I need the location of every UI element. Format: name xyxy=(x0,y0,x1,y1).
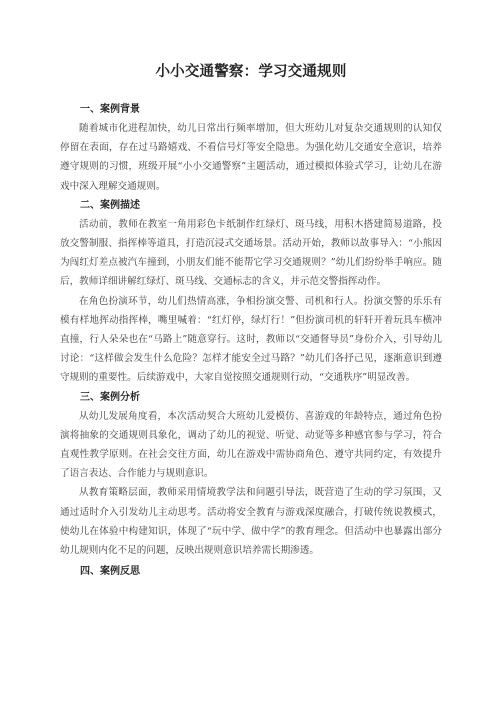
section-analysis xyxy=(60,388,442,561)
paragraph: 从幼儿发展角度看，本次活动契合大班幼儿爱模仿、喜游戏的年龄特点，通过角色扮演将抽象的交通规则具象化，调动了幼儿的视觉、听觉、动觉等多种感官参与学习，符合直观性教学原则。在社会交往方面，幼儿在游戏中需协商角色、遵守共同约定，有效提升了语言表达、合作能力与规则意识。 xyxy=(60,410,442,480)
section-heading: 四、案例反思 xyxy=(80,566,140,578)
paragraph: 活动前，教师在教室一角用彩色卡纸制作红绿灯、斑马线，用积木搭建简易道路，投放交警制服、指挥棒等道具，打造沉浸式交通场景。活动开始，教师以故事导入：“小熊因为闯红灯差点被汽车撞到，小朋友们能不能帮它学习交通规则？”幼儿们纷纷举手响应。随后，教师详细讲解红绿灯、斑马线、交通标志的含义，并示范交警指挥动作。 xyxy=(60,218,442,288)
section-reflection xyxy=(60,560,442,581)
section-background xyxy=(60,100,442,196)
paragraph: 随着城市化进程加快，幼儿日常出行频率增加，但大班幼儿对复杂交通规则的认知仅停留在表面，存在过马路嬉戏、不看信号灯等安全隐患。为强化幼儿交通安全意识，培养遵守规则的习惯，班级开展“小小交通警察”主题活动，通过模拟体验式学习，让幼儿在游戏中深入理解交通规则。 xyxy=(60,123,442,192)
section-description xyxy=(60,196,442,388)
section-heading: 二、案例描述 xyxy=(80,199,140,211)
paragraph: 从教育策略层面，教师采用情境教学法和问题引导法，既营造了生动的学习氛围，又通过适时介入引发幼儿主动思考。活动将安全教育与游戏深度融合，打破传统说教模式，使幼儿在体验中构建知识，体现了“玩中学、做中学”的教育理念。但活动中也暴露出部分幼儿规则内化不足的问题，反映出规则意识培养需长期渗透。 xyxy=(60,487,442,557)
section-heading: 三、案例分析 xyxy=(80,391,140,403)
paragraph: 在角色扮演环节，幼儿们热情高涨，争相扮演交警、司机和行人。扮演交警的乐乐有模有样地挥动指挥棒，嘴里喊着：“红灯停，绿灯行！”但扮演司机的轩轩开着玩具车横冲直撞，行人朵朵也在“马路上”随意穿行。这时，教师以“交通督导员”身份介入，引导幼儿讨论：“这样做会发生什么危险？怎样才能安全过马路？”幼儿们各抒己见，逐渐意识到遵守规则的重要性。后续游戏中，大家自觉按照交通规则行动，“交通秩序”明显改善。 xyxy=(60,295,442,384)
section-heading: 一、案例背景 xyxy=(80,104,140,115)
document-title: 小小交通警察：学习交通规则 xyxy=(155,63,347,80)
